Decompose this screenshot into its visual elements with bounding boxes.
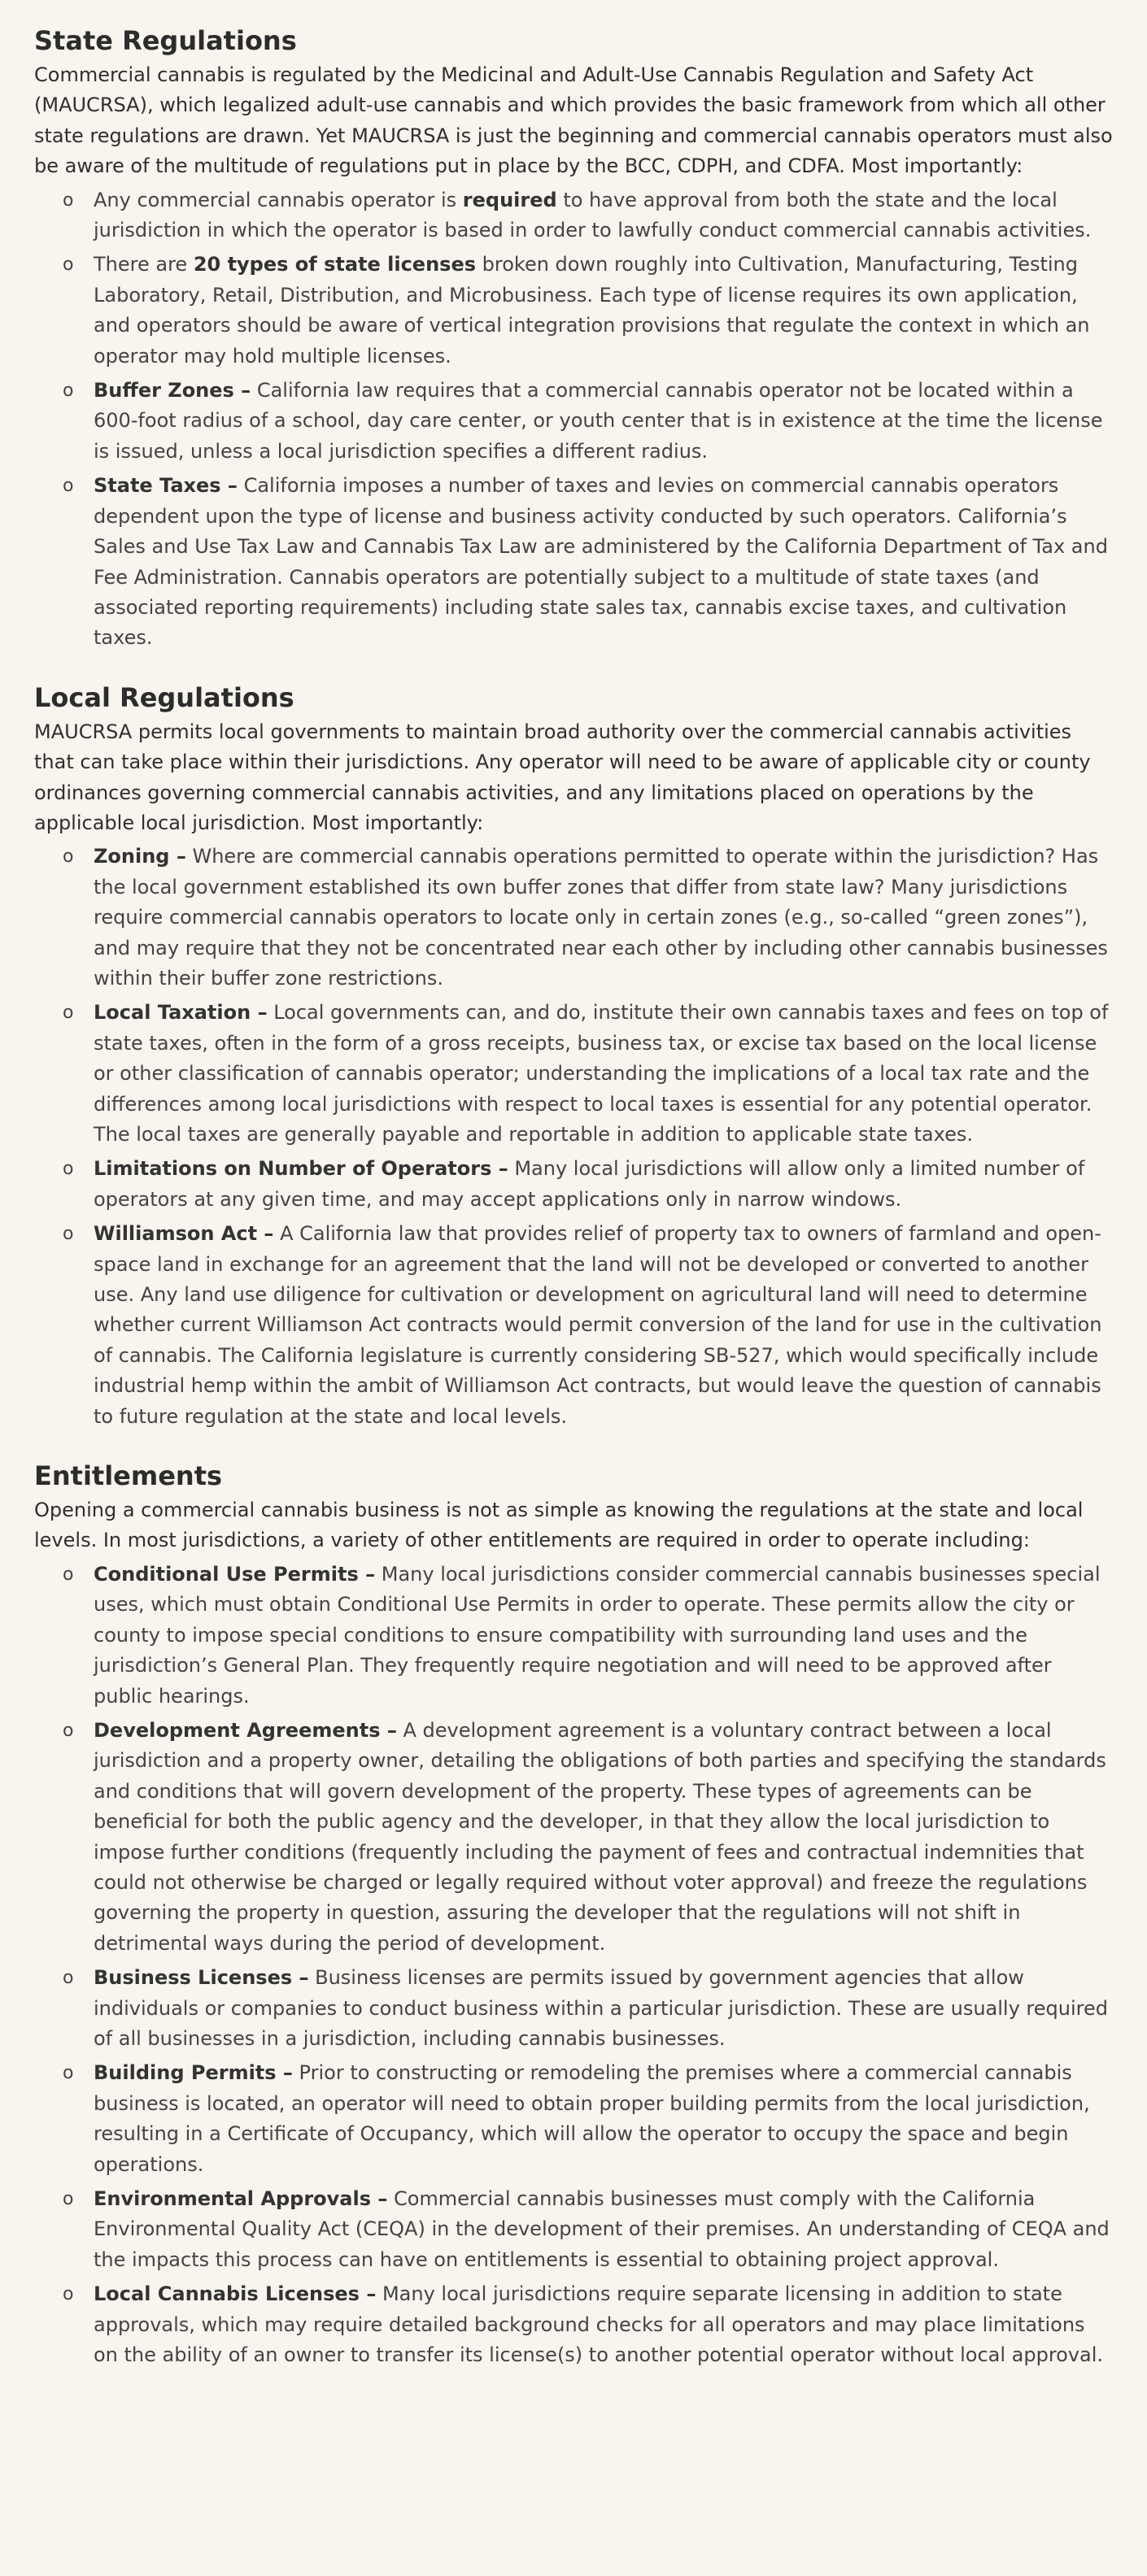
list-item: o Building Permits – Prior to constructing or remodeling the premises where a commercial cannabis business is located, an operator will need to obtain proper building permits from the local jurisdiction, resulting in a Certificate of Occupancy, which will allow the operator to occupy the space and begin operations.	[34, 2058, 1113, 2180]
circle-bullet-icon: o	[63, 381, 74, 402]
bullet-list	[34, 1560, 1113, 2371]
list-item: o Development Agreements – A development agreement is a voluntary contract between a local jurisdiction and a property owner, detailing the obligations of both parties and specifying the standards and conditions that will govern development of the property. These types of agreements can be beneficial for both the public agency and the developer, in that they allow the local jurisdiction to impose further conditions (frequently including the payment of fees and contractual indemnities that could not otherwise be charged or legally required without voter approval) and freeze the regulations governing the property in question, assuring the developer that the regulations will not shift in detrimental ways during the period of development.	[34, 1716, 1113, 1959]
circle-bullet-icon: o	[63, 476, 74, 497]
list-item: o Local Cannabis Licenses – Many local jurisdictions require separate licensing in addition to state approvals, which may require detailed background checks for all operators and may place limitations on the ability of an owner to transfer its license(s) to another potential operator without local approval.	[34, 2279, 1113, 2370]
circle-bullet-icon: o	[63, 1159, 74, 1180]
circle-bullet-icon: o	[63, 1224, 74, 1245]
circle-bullet-icon: o	[63, 2063, 74, 2084]
list-item: o There are 20 types of state licenses broken down roughly into Cultivation, Manufacturing, Testing Laboratory, Retail, Distribution, and Microbusiness. Each type of license requires its own application, and operators should be aware of vertical integration provisions that regulate the context in which an operator may hold multiple licenses.	[34, 250, 1113, 372]
list-item: o Limitations on Number of Operators – Many local jurisdictions will allow only a limited number of operators at any given time, and may accept applications only in narrow windows.	[34, 1154, 1113, 1215]
list-item: o Environmental Approvals – Commercial cannabis businesses must comply with the California Environmental Quality Act (CEQA) in the development of their premises. An understanding of CEQA and the impacts this process can have on entitlements is essential to obtaining project approval.	[34, 2184, 1113, 2275]
list-item: o Business Licenses – Business licenses are permits issued by government agencies that allow individuals or companies to conduct business within a particular jurisdiction. These are usually required of all businesses in a jurisdiction, including cannabis businesses.	[34, 1963, 1113, 2054]
section-intro: Opening a commercial cannabis business is not as simple as knowing the regulations at the state and local levels. In most jurisdictions, a variety of other entitlements are required in order to operate including:	[34, 1499, 1084, 1552]
circle-bullet-icon: o	[63, 189, 74, 211]
section-local-regulations	[34, 681, 1113, 1432]
circle-bullet-icon: o	[63, 255, 74, 276]
list-item: o Buffer Zones – California law requires that a commercial cannabis operator not be located within a 600-foot radius of a school, day care center, or youth center that is in existence at the time the license is issued, unless a local jurisdiction specifies a different radius.	[34, 376, 1113, 467]
circle-bullet-icon: o	[63, 1720, 74, 1741]
circle-bullet-icon: o	[63, 1564, 74, 1585]
circle-bullet-icon: o	[63, 2189, 74, 2209]
section-heading: State Regulations	[34, 25, 297, 56]
list-item: o Local Taxation – Local governments can, and do, institute their own cannabis taxes and fees on top of state taxes, often in the form of a gross receipts, business tax, or excise tax based on the local license or other classification of cannabis operator; understanding the implications of a local tax rate and the differences among local jurisdictions with respect to local taxes is essential for any potential operator. The local taxes are generally payable and reportable in addition to applicable state taxes.	[34, 998, 1113, 1150]
section-state-regulations	[34, 24, 1113, 654]
list-item: o State Taxes – California imposes a number of taxes and levies on commercial cannabis operators dependent upon the type of license and business activity conducted by such operators. California’s Sales and Use Tax Law and Cannabis Tax Law are administered by the California Department of Tax and Fee Administration. Cannabis operators are potentially subject to a multitude of state taxes (and associated reporting requirements) including state sales tax, cannabis excise taxes, and cultivation taxes.	[34, 471, 1113, 653]
section-heading: Local Regulations	[34, 681, 294, 713]
section-intro: MAUCRSA permits local governments to maintain broad authority over the commercial cannabis activities that can take place within their jurisdictions. Any operator will need to be aware of applicable city or county ordinances governing commercial cannabis activities, and any limitations placed on operations by the applicable local jurisdiction. Most importantly:	[34, 720, 1091, 834]
section-heading: Entitlements	[34, 1460, 223, 1492]
bullet-list	[34, 185, 1113, 654]
circle-bullet-icon: o	[63, 1003, 74, 1024]
list-item: o Williamson Act – A California law that provides relief of property tax to owners of farmland and open-space land in exchange for an agreement that the land will not be developed or converted to another use. Any land use diligence for cultivation or development on agricultural land will need to determine whether current Williamson Act contracts would permit conversion of the land for use in the cultivation of cannabis. The California legislature is currently considering SB-527, which would specifically include industrial hemp within the ambit of Williamson Act contracts, but would leave the question of cannabis to future regulation at the state and local levels.	[34, 1219, 1113, 1432]
list-item: o Any commercial cannabis operator is required to have approval from both the state and the local jurisdiction in which the operator is based in order to lawfully conduct commercial cannabis activities.	[34, 185, 1113, 246]
section-entitlements	[34, 1460, 1113, 2370]
circle-bullet-icon: o	[63, 2284, 74, 2305]
list-item: o Zoning – Where are commercial cannabis operations permitted to operate within the jurisdiction? Has the local government established its own buffer zones that differ from state law? Many jurisdictions require commercial cannabis operators to locate only in certain zones (e.g., so-called “green zones”), and may require that they not be concentrated near each other by including other cannabis businesses within their buffer zone restrictions.	[34, 842, 1113, 994]
circle-bullet-icon: o	[63, 846, 74, 868]
section-intro: Commercial cannabis is regulated by the Medicinal and Adult-Use Cannabis Regulation and Safety Act (MAUCRSA), which legalized adult-use cannabis and which provides the basic framework from which all other state regulations are drawn. Yet MAUCRSA is just the beginning and commercial cannabis operators must also be aware of the multitude of regulations put in place by the BCC, CDPH, and CDFA. Most importantly:	[34, 63, 1113, 178]
bullet-list	[34, 842, 1113, 1432]
circle-bullet-icon: o	[63, 1968, 74, 1989]
list-item: o Conditional Use Permits – Many local jurisdictions consider commercial cannabis businesses special uses, which must obtain Conditional Use Permits in order to operate. These permits allow the city or county to impose special conditions to ensure compatibility with surrounding land uses and the jurisdiction’s General Plan. They frequently require negotiation and will need to be approved after public hearings.	[34, 1560, 1113, 1712]
